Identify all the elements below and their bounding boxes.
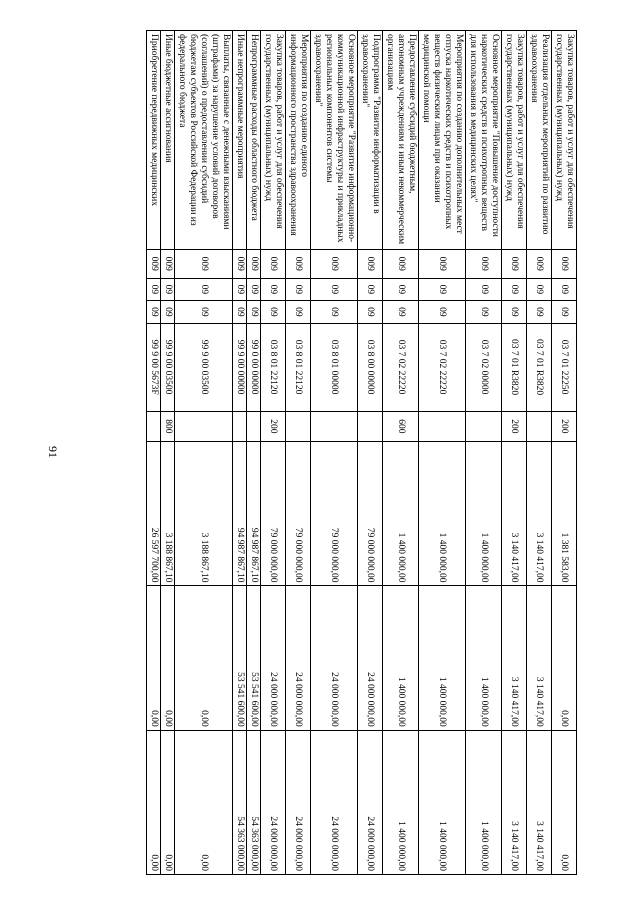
expense-type-cell: [175, 411, 233, 442]
table-row: [311, 31, 358, 875]
amount-year1-cell: 94 987 867,10: [247, 442, 261, 586]
subsection-code-cell: 09: [147, 301, 161, 324]
amount-year1-cell: 3 188 867,10: [175, 442, 233, 586]
page-number: 91: [46, 446, 60, 458]
table-row: [261, 31, 286, 875]
subsection-code-cell: 09: [358, 301, 383, 324]
subsection-code-cell: 09: [552, 301, 577, 324]
expense-type-cell: [286, 411, 311, 442]
section-code-cell: 09: [311, 278, 358, 301]
expense-type-cell: 200: [261, 411, 286, 442]
row-name-cell: Реализация отдельных мероприятий по развитию здравоохранения: [527, 31, 552, 250]
amount-year1-cell: 1 381 583,00: [552, 442, 577, 586]
subsection-code-cell: 09: [502, 301, 527, 324]
amount-year3-cell: 0,00: [161, 730, 175, 874]
subsection-code-cell: 09: [175, 301, 233, 324]
amount-year2-cell: 24 000 000,00: [286, 586, 311, 730]
amount-year3-cell: 0,00: [175, 730, 233, 874]
grbs-code-cell: 009: [233, 249, 247, 278]
target-article-cell: 99 9 00 00000: [233, 323, 247, 411]
target-article-cell: 99 0 00 00000: [247, 323, 261, 411]
amount-year3-cell: 24 000 000,00: [358, 730, 383, 874]
section-code-cell: 09: [261, 278, 286, 301]
amount-year3-cell: 3 140 417,00: [527, 730, 552, 874]
section-code-cell: 09: [419, 278, 466, 301]
amount-year1-cell: 3 140 417,00: [527, 442, 552, 586]
table-row: [147, 31, 161, 875]
grbs-code-cell: 009: [502, 249, 527, 278]
subsection-code-cell: 09: [527, 301, 552, 324]
amount-year2-cell: 0,00: [161, 586, 175, 730]
table-row: [552, 31, 577, 875]
section-code-cell: 09: [233, 278, 247, 301]
target-article-cell: 03 7 02 22220: [419, 323, 466, 411]
row-name-cell: Закупка товаров, работ и услуг для обеспечения государственных (муниципальных) нужд: [502, 31, 527, 250]
grbs-code-cell: 009: [247, 249, 261, 278]
subsection-code-cell: 09: [247, 301, 261, 324]
section-code-cell: 09: [286, 278, 311, 301]
target-article-cell: 99 9 00 03500: [161, 323, 175, 411]
amount-year2-cell: 1 400 000,00: [466, 586, 502, 730]
row-name-cell: Приобретение передвижных медицинских: [147, 31, 161, 250]
amount-year1-cell: 79 000 000,00: [261, 442, 286, 586]
expense-type-cell: 200: [502, 411, 527, 442]
row-name-cell: Иные непрограммные мероприятия: [233, 31, 247, 250]
subsection-code-cell: 09: [383, 301, 419, 324]
section-code-cell: 09: [175, 278, 233, 301]
amount-year1-cell: 1 400 000,00: [383, 442, 419, 586]
expense-type-cell: [247, 411, 261, 442]
amount-year3-cell: 0,00: [552, 730, 577, 874]
row-name-cell: Иные бюджетные ассигнования: [161, 31, 175, 250]
amount-year1-cell: 79 000 000,00: [286, 442, 311, 586]
grbs-code-cell: 009: [552, 249, 577, 278]
amount-year3-cell: 3 140 417,00: [502, 730, 527, 874]
amount-year3-cell: 1 400 000,00: [466, 730, 502, 874]
subsection-code-cell: 09: [261, 301, 286, 324]
row-name-cell: Мероприятия по созданию единого информационного пространства здравоохранения: [286, 31, 311, 250]
amount-year2-cell: 24 000 000,00: [261, 586, 286, 730]
amount-year1-cell: 3 140 417,00: [502, 442, 527, 586]
expense-type-cell: [527, 411, 552, 442]
section-code-cell: 09: [161, 278, 175, 301]
table-body: [147, 31, 577, 875]
target-article-cell: 03 7 02 22220: [383, 323, 419, 411]
grbs-code-cell: 009: [419, 249, 466, 278]
amount-year1-cell: 94 987 867,10: [233, 442, 247, 586]
amount-year3-cell: 24 000 000,00: [311, 730, 358, 874]
amount-year3-cell: 1 400 000,00: [419, 730, 466, 874]
amount-year3-cell: 24 000 000,00: [261, 730, 286, 874]
amount-year1-cell: 1 400 000,00: [466, 442, 502, 586]
amount-year2-cell: 53 541 600,00: [233, 586, 247, 730]
expense-type-cell: [147, 411, 161, 442]
amount-year1-cell: 3 188 867,10: [161, 442, 175, 586]
subsection-code-cell: 09: [311, 301, 358, 324]
section-code-cell: 09: [466, 278, 502, 301]
table-row: [175, 31, 233, 875]
table-row: [383, 31, 419, 875]
amount-year3-cell: 54 363 000,00: [233, 730, 247, 874]
grbs-code-cell: 009: [311, 249, 358, 278]
grbs-code-cell: 009: [286, 249, 311, 278]
expense-type-cell: 600: [383, 411, 419, 442]
expense-type-cell: 800: [161, 411, 175, 442]
amount-year3-cell: 54 363 000,00: [247, 730, 261, 874]
amount-year2-cell: 3 140 417,00: [502, 586, 527, 730]
amount-year1-cell: 1 400 000,00: [419, 442, 466, 586]
row-name-cell: Основное мероприятие "Повышение доступности наркотических средств и психотропных веществ для использования в медицинских целях": [466, 31, 502, 250]
amount-year2-cell: 53 541 600,00: [247, 586, 261, 730]
amount-year2-cell: 24 000 000,00: [358, 586, 383, 730]
grbs-code-cell: 009: [466, 249, 502, 278]
amount-year1-cell: 79 000 000,00: [358, 442, 383, 586]
target-article-cell: 03 8 01 00000: [311, 323, 358, 411]
grbs-code-cell: 009: [383, 249, 419, 278]
table-row: [527, 31, 552, 875]
expense-type-cell: [311, 411, 358, 442]
grbs-code-cell: 009: [161, 249, 175, 278]
expense-type-cell: [419, 411, 466, 442]
target-article-cell: 03 7 01 R3820: [502, 323, 527, 411]
grbs-code-cell: 009: [175, 249, 233, 278]
budget-table: [146, 30, 577, 875]
table-row: [286, 31, 311, 875]
row-name-cell: Закупка товаров, работ и услуг для обеспечения государственных (муниципальных) нужд: [261, 31, 286, 250]
section-code-cell: 09: [552, 278, 577, 301]
amount-year2-cell: 0,00: [175, 586, 233, 730]
budget-table-sheet: [67, 30, 577, 875]
table-row: [419, 31, 466, 875]
grbs-code-cell: 009: [527, 249, 552, 278]
subsection-code-cell: 09: [233, 301, 247, 324]
grbs-code-cell: 009: [261, 249, 286, 278]
table-row: [247, 31, 261, 875]
table-row: [161, 31, 175, 875]
table-row: [466, 31, 502, 875]
target-article-cell: 03 7 02 00000: [466, 323, 502, 411]
subsection-code-cell: 09: [419, 301, 466, 324]
row-name-cell: Предоставление субсидий бюджетным, автономным учреждениям и иным некоммерческим организациям: [383, 31, 419, 250]
amount-year2-cell: 1 400 000,00: [419, 586, 466, 730]
target-article-cell: 03 8 01 22120: [261, 323, 286, 411]
amount-year2-cell: 3 140 417,00: [527, 586, 552, 730]
section-code-cell: 09: [383, 278, 419, 301]
amount-year2-cell: 0,00: [552, 586, 577, 730]
section-code-cell: 09: [358, 278, 383, 301]
row-name-cell: Основное мероприятие "Развитие информационно-коммуникационной инфраструктуры и прикладных региональных компонентов системы здравоохранения": [311, 31, 358, 250]
amount-year3-cell: 1 400 000,00: [383, 730, 419, 874]
target-article-cell: 03 8 01 22120: [286, 323, 311, 411]
table-row: [233, 31, 247, 875]
expense-type-cell: 200: [552, 411, 577, 442]
grbs-code-cell: 009: [358, 249, 383, 278]
expense-type-cell: [466, 411, 502, 442]
row-name-cell: Непрограммные расходы областного бюджета: [247, 31, 261, 250]
section-code-cell: 09: [147, 278, 161, 301]
amount-year2-cell: 0,00: [147, 586, 161, 730]
section-code-cell: 09: [247, 278, 261, 301]
subsection-code-cell: 09: [466, 301, 502, 324]
amount-year3-cell: 24 000 000,00: [286, 730, 311, 874]
amount-year3-cell: 0,00: [147, 730, 161, 874]
target-article-cell: 03 7 01 22250: [552, 323, 577, 411]
target-article-cell: 03 7 01 R3820: [527, 323, 552, 411]
amount-year2-cell: 1 400 000,00: [383, 586, 419, 730]
section-code-cell: 09: [502, 278, 527, 301]
row-name-cell: Выплаты, связанные с денежными взысканиями (штрафами) за нарушение условий договоров (соглашений) о предоставлении субсидий бюджетам субъектов Российской Федерации из федерального бюджета: [175, 31, 233, 250]
target-article-cell: 03 8 00 00000: [358, 323, 383, 411]
amount-year1-cell: 26 597 700,00: [147, 442, 161, 586]
row-name-cell: Мероприятия по созданию дополнительных мест отпуска наркотических средств и психотропных веществ физическим лицам при оказании медицинской помощи: [419, 31, 466, 250]
grbs-code-cell: 009: [147, 249, 161, 278]
amount-year2-cell: 24 000 000,00: [311, 586, 358, 730]
table-row: [502, 31, 527, 875]
row-name-cell: Подпрограмма "Развитие информатизации в здравоохранении": [358, 31, 383, 250]
expense-type-cell: [233, 411, 247, 442]
amount-year1-cell: 79 000 000,00: [311, 442, 358, 586]
expense-type-cell: [358, 411, 383, 442]
target-article-cell: 99 9 00 5673F: [147, 323, 161, 411]
section-code-cell: 09: [527, 278, 552, 301]
table-row: [358, 31, 383, 875]
subsection-code-cell: 09: [161, 301, 175, 324]
row-name-cell: Закупка товаров, работ и услуг для обеспечения государственных (муниципальных) нужд: [552, 31, 577, 250]
target-article-cell: 99 9 00 03500: [175, 323, 233, 411]
subsection-code-cell: 09: [286, 301, 311, 324]
